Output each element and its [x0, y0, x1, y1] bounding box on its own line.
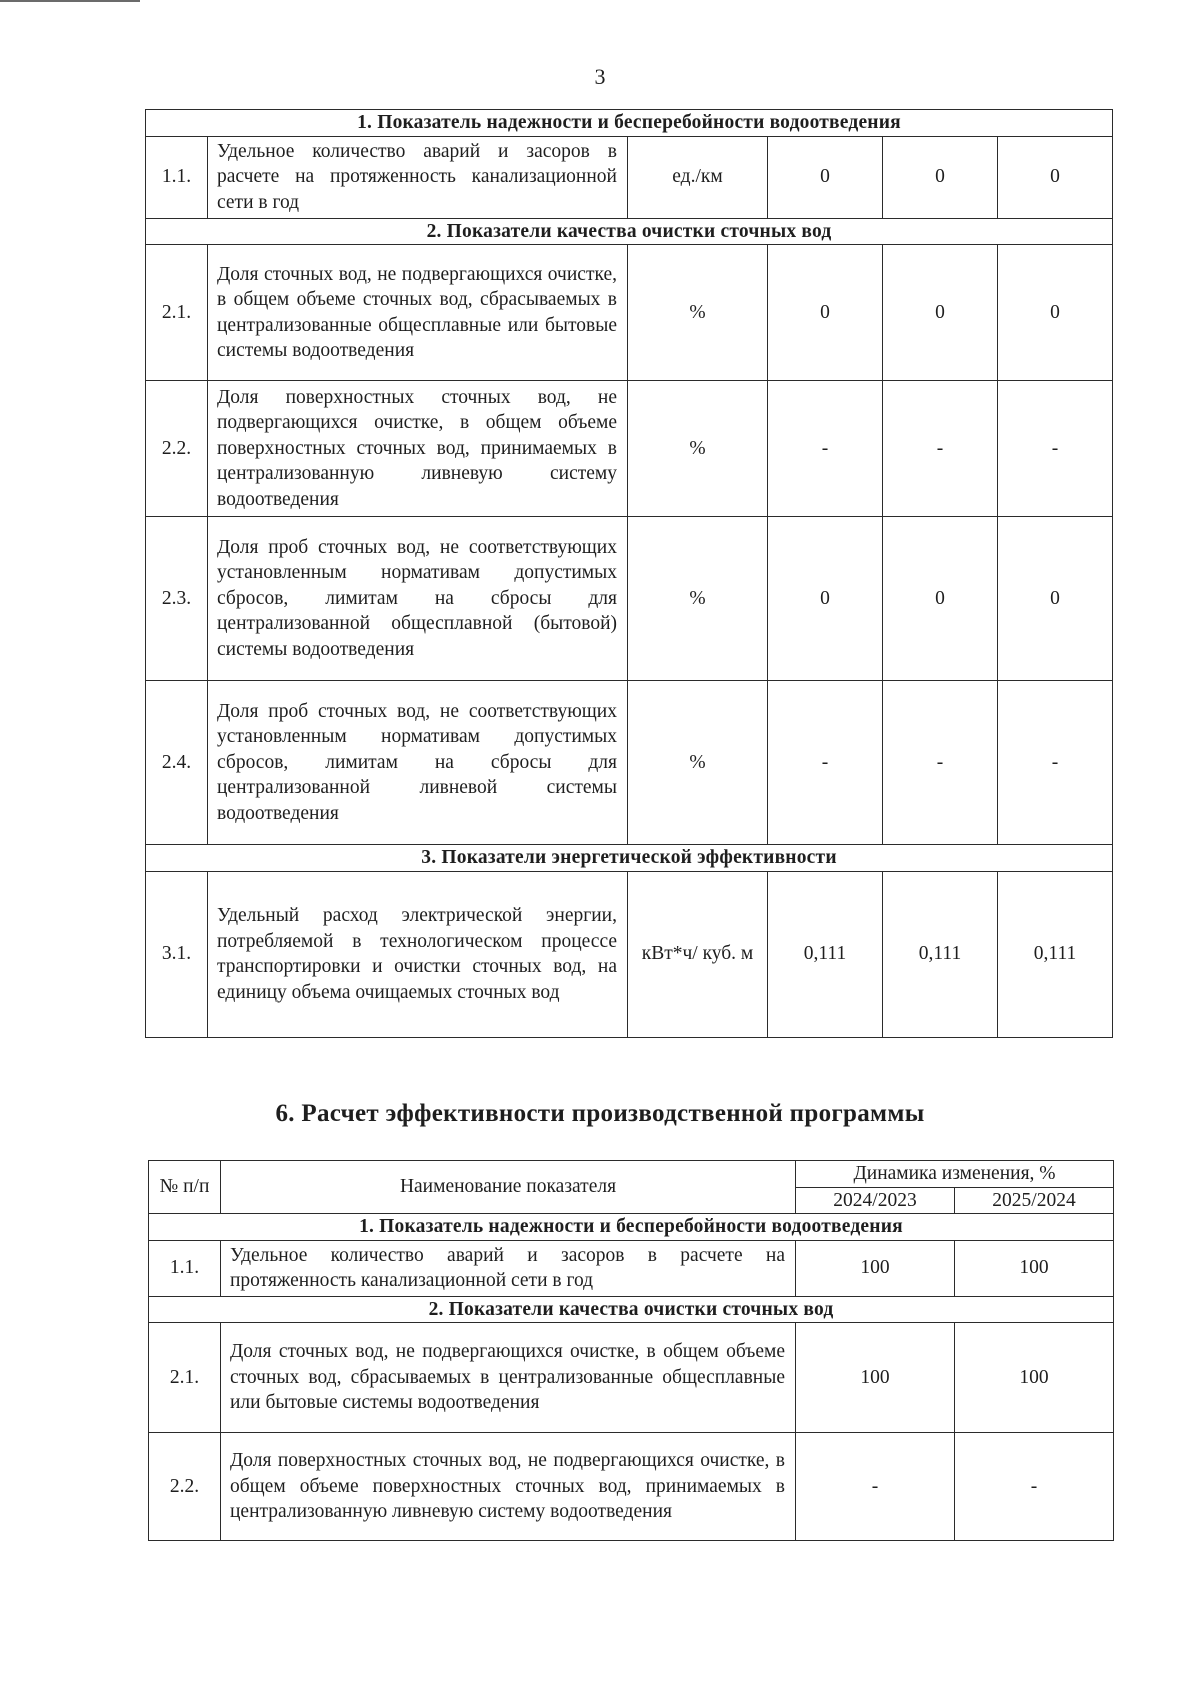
indicator-name: Доля проб сточных вод, не соответствующих установленным нормативам допустимых сбросов, лимитам на сбросы для централизованной общесплавной (бытовой) системы водоотведения: [208, 517, 628, 681]
table-row: [146, 245, 1113, 381]
unit-cell: %: [628, 517, 768, 681]
column-header-name: Наименование показателя: [221, 1161, 796, 1214]
indicator-name: Доля поверхностных сточных вод, не подвергающихся очистке, в общем объеме поверхностных сточных вод, принимаемых в централизованную ливневую систему водоотведения: [208, 381, 628, 517]
value-cell: -: [796, 1433, 955, 1541]
row-number: 1.1.: [146, 136, 208, 218]
indicator-name: Доля проб сточных вод, не соответствующих установленным нормативам допустимых сбросов, лимитам на сбросы для централизованной ливневой системы водоотведения: [208, 681, 628, 845]
section-heading: 3. Показатели энергетической эффективности: [146, 845, 1113, 872]
unit-cell: %: [628, 245, 768, 381]
value-cell: 0,111: [998, 871, 1113, 1037]
value-cell: 0: [883, 136, 998, 218]
table-section-row: [146, 845, 1113, 872]
value-cell: 0: [768, 136, 883, 218]
table-row: [146, 871, 1113, 1037]
value-cell: -: [883, 381, 998, 517]
column-header-year: 2024/2023: [796, 1187, 955, 1214]
value-cell: -: [998, 381, 1113, 517]
row-number: 2.3.: [146, 517, 208, 681]
value-cell: 0,111: [883, 871, 998, 1037]
unit-cell: %: [628, 681, 768, 845]
section-heading: 2. Показатели качества очистки сточных вод: [146, 218, 1113, 245]
value-cell: 100: [796, 1323, 955, 1433]
value-cell: -: [768, 681, 883, 845]
value-cell: 0: [768, 517, 883, 681]
value-cell: 100: [955, 1240, 1114, 1296]
table-section-row: [149, 1296, 1114, 1323]
section-heading: 2. Показатели качества очистки сточных вод: [149, 1296, 1114, 1323]
row-number: 2.4.: [146, 681, 208, 845]
indicator-name: Удельное количество аварий и засоров в расчете на протяженность канализационной сети в год: [221, 1240, 796, 1296]
table-row: [149, 1240, 1114, 1296]
value-cell: 100: [955, 1323, 1114, 1433]
value-cell: -: [955, 1433, 1114, 1541]
table-section-row: [149, 1214, 1114, 1241]
value-cell: 0: [998, 136, 1113, 218]
table-row: [149, 1433, 1114, 1541]
table-section-row: [146, 110, 1113, 137]
table-row: [146, 136, 1113, 218]
value-cell: 100: [796, 1240, 955, 1296]
value-cell: 0,111: [768, 871, 883, 1037]
table-row: [146, 517, 1113, 681]
value-cell: 0: [883, 517, 998, 681]
value-cell: -: [998, 681, 1113, 845]
indicator-name: Удельное количество аварий и засоров в расчете на протяженность канализационной сети в год: [208, 136, 628, 218]
header-row: [149, 1161, 1114, 1188]
page-number: 3: [594, 64, 606, 89]
table-section-row: [146, 218, 1113, 245]
indicator-name: Удельный расход электрической энергии, потребляемой в технологическом процессе транспортировки и очистки сточных вод, на единицу объема очищаемых сточных вод: [208, 871, 628, 1037]
efficiency-table: [148, 1160, 1114, 1541]
row-number: 2.2.: [146, 381, 208, 517]
row-number: 3.1.: [146, 871, 208, 1037]
value-cell: -: [768, 381, 883, 517]
row-number: 2.2.: [149, 1433, 221, 1541]
table-row: [146, 381, 1113, 517]
table-row: [149, 1323, 1114, 1433]
section-heading: 1. Показатель надежности и бесперебойности водоотведения: [149, 1214, 1114, 1241]
column-header-dynamics: Динамика изменения, %: [796, 1161, 1114, 1188]
indicator-name: Доля сточных вод, не подвергающихся очистке, в общем объеме сточных вод, сбрасываемых в централизованные общесплавные или бытовые системы водоотведения: [221, 1323, 796, 1433]
unit-cell: %: [628, 381, 768, 517]
value-cell: 0: [883, 245, 998, 381]
table-row: [146, 681, 1113, 845]
value-cell: -: [883, 681, 998, 845]
scan-edge-mark: [0, 0, 140, 2]
indicator-name: Доля поверхностных сточных вод, не подвергающихся очистке, в общем объеме поверхностных сточных вод, принимаемых в централизованную ливневую систему водоотведения: [221, 1433, 796, 1541]
indicator-name: Доля сточных вод, не подвергающихся очистке, в общем объеме сточных вод, сбрасываемых в централизованные общесплавные или бытовые системы водоотведения: [208, 245, 628, 381]
row-number: 1.1.: [149, 1240, 221, 1296]
unit-cell: кВт*ч/ куб. м: [628, 871, 768, 1037]
row-number: 2.1.: [149, 1323, 221, 1433]
column-header-num: № п/п: [149, 1161, 221, 1214]
indicators-table: [145, 109, 1113, 1038]
value-cell: 0: [998, 517, 1113, 681]
section-title: 6. Расчет эффективности производственной программы: [275, 1100, 925, 1127]
row-number: 2.1.: [146, 245, 208, 381]
value-cell: 0: [768, 245, 883, 381]
unit-cell: ед./км: [628, 136, 768, 218]
column-header-year: 2025/2024: [955, 1187, 1114, 1214]
value-cell: 0: [998, 245, 1113, 381]
section-heading: 1. Показатель надежности и бесперебойности водоотведения: [146, 110, 1113, 137]
